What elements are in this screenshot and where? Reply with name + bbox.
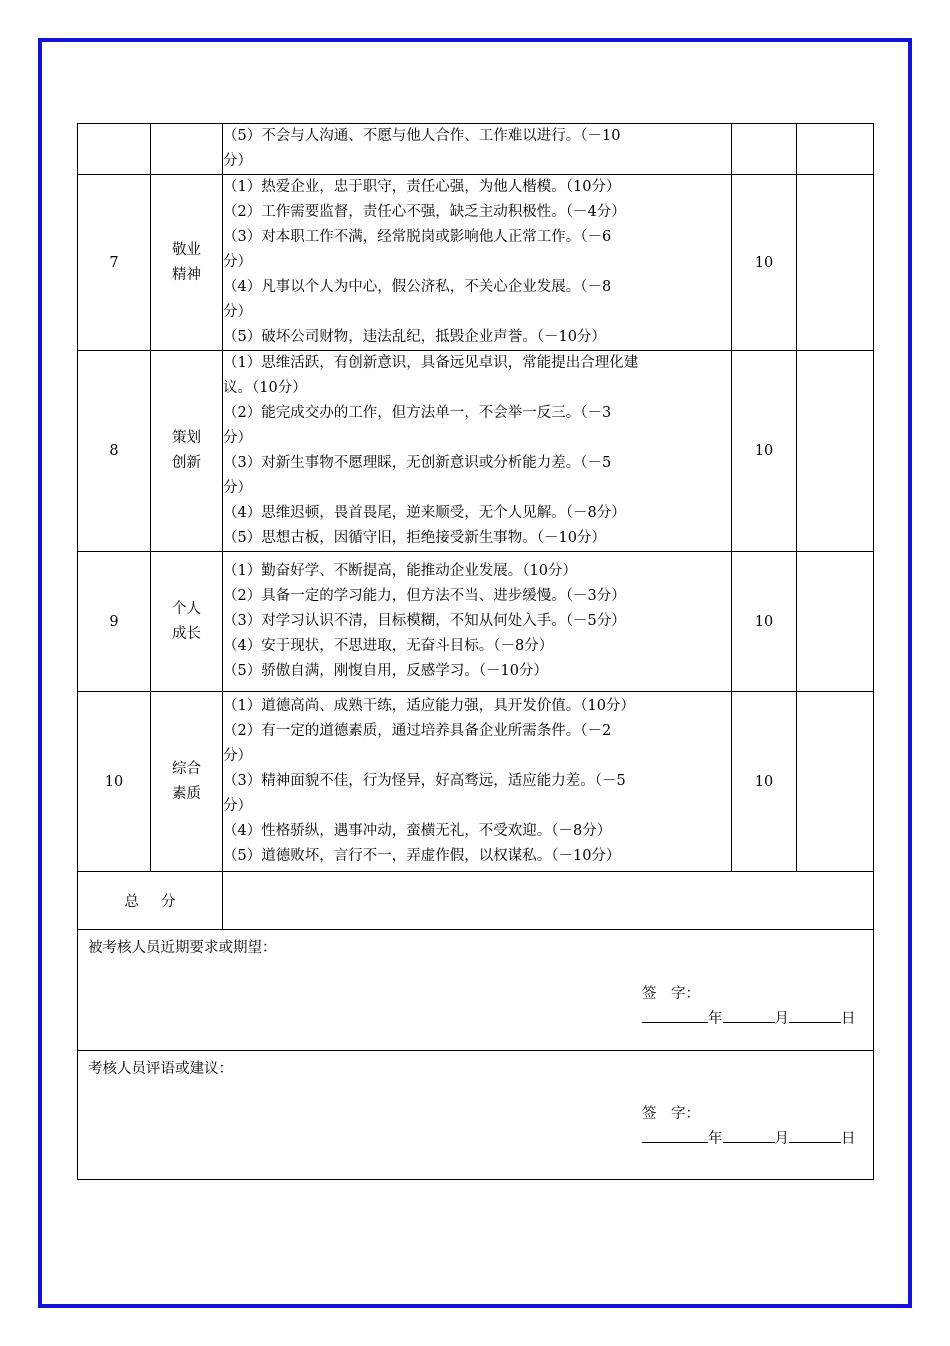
criteria-line: （4）凡事以个人为中心，假公济私，不关心企业发展。（－8 [223,279,612,295]
year-label-1: 年 [708,1011,723,1027]
day-blank-2[interactable] [789,1128,841,1143]
category-text: 个人 [172,600,201,617]
total-label-b: 分 [161,894,176,910]
criteria-line: 分） [223,480,252,496]
criteria-description [223,692,732,872]
employee-expectation-box [78,930,874,1051]
criteria-row [78,175,874,351]
item-category [151,175,223,351]
criteria-line: （2）工作需要监督，责任心不强，缺乏主动积极性。（－4分） [223,204,626,220]
criteria-line: （1）热爱企业，忠于职守，责任心强，为他人楷模。（10分） [223,179,621,195]
item-number: 10 [78,692,151,872]
criteria-line: （2）具备一定的学习能力，但方法不当、进步缓慢。（－3分） [223,588,626,604]
criteria-line: （5）思想古板，因循守旧，拒绝接受新生事物。（－10分） [223,530,606,546]
criteria-line: （2）能完成交办的工作，但方法单一，不会举一反三。（－3 [223,405,612,421]
max-score: 10 [732,552,797,692]
criteria-line: （4）性格骄纵，遇事冲动，蛮横无礼，不受欢迎。（－8分） [223,823,612,839]
total-value [223,872,874,930]
total-label [78,872,223,930]
item-category [151,552,223,692]
reviewer-comment-title: 考核人员评语或建议： [88,1061,233,1077]
comment-row-2 [78,1051,874,1180]
item-category [151,351,223,552]
day-blank-1[interactable] [789,1008,841,1023]
category-text: 精神 [172,266,201,283]
criteria-line: （3）精神面貌不佳，行为怪异，好高骛远，适应能力差。（－5 [223,773,626,789]
criteria-line: （5）道德败坏，言行不一，弄虚作假，以权谋私。（－10分） [223,848,621,864]
signature-block-1 [642,982,856,1032]
criteria-description [223,351,732,552]
criteria-line: （2）有一定的道德素质，通过培养具备企业所需条件。（－2 [223,723,612,739]
item-number: 7 [78,175,151,351]
criteria-line: 分） [223,430,252,446]
criteria-line: （3）对学习认识不清，目标模糊，不知从何处入手。（－5分） [223,613,626,629]
item-number: 9 [78,552,151,692]
rating-cell[interactable] [797,175,874,351]
criteria-line: 分） [223,748,252,764]
max-score: 10 [732,351,797,552]
day-label-1: 日 [841,1011,856,1027]
category-text: 素质 [172,785,201,802]
comment-row-1 [78,930,874,1051]
category-text: 创新 [172,455,201,471]
category-text: 综合 [172,760,201,777]
month-label-1: 月 [774,1011,789,1027]
criteria-line: 分） [223,798,252,814]
criteria-line: 分） [223,254,252,270]
item-number: 8 [78,351,151,552]
criteria-description [223,124,732,175]
criteria-line: （1）思维活跃，有创新意识，具备远见卓识，常能提出合理化建 [223,355,639,371]
criteria-line: （4）思维迟顿，畏首畏尾，逆来顺受，无个人见解。（－8分） [223,505,626,521]
evaluation-table [77,123,874,1180]
total-row [78,872,874,930]
max-score: 10 [732,692,797,872]
criteria-line: 分） [223,304,252,320]
signature-label-2: 签 字： [642,1106,700,1122]
criteria-row [78,124,874,175]
max-score: 10 [732,175,797,351]
month-blank-2[interactable] [723,1128,775,1143]
criteria-line: （5）不会与人沟通、不愿与他人合作、工作难以进行。（－10 [223,128,621,144]
criteria-line: （5）破坏公司财物，违法乱纪，抵毁企业声誉。（－10分） [223,329,606,345]
criteria-line: （3）对本职工作不满，经常脱岗或影响他人正常工作。（－6 [223,229,612,245]
criteria-line: 议。（10分） [223,380,307,396]
criteria-line: （5）骄傲自满，刚愎自用，反感学习。（－10分） [223,663,548,679]
category-text: 策划 [172,430,201,446]
criteria-line: （1）勤奋好学、不断提高，能推动企业发展。（10分） [223,563,577,579]
total-label-a: 总 [124,894,139,910]
criteria-description [223,175,732,351]
month-blank-1[interactable] [723,1008,775,1023]
criteria-row [78,552,874,692]
criteria-line: 分） [223,153,252,169]
item-number [78,124,151,175]
year-label-2: 年 [708,1131,723,1147]
month-label-2: 月 [774,1131,789,1147]
year-blank-2[interactable] [642,1128,708,1143]
day-label-2: 日 [841,1131,856,1147]
item-category [151,692,223,872]
rating-cell[interactable] [797,124,874,175]
rating-cell[interactable] [797,351,874,552]
criteria-row [78,351,874,552]
criteria-description [223,552,732,692]
reviewer-comment-box [78,1051,874,1180]
max-score [732,124,797,175]
criteria-row [78,692,874,872]
category-text: 敬业 [172,241,201,258]
employee-expectation-title: 被考核人员近期要求或期望： [88,940,277,956]
criteria-line: （4）安于现状，不思进取，无奋斗目标。（－8分） [223,638,554,654]
rating-cell[interactable] [797,552,874,692]
year-blank-1[interactable] [642,1008,708,1023]
item-category [151,124,223,175]
signature-label-1: 签 字： [642,986,700,1002]
criteria-line: （1）道德高尚、成熟干练，适应能力强，具开发价值。（10分） [223,698,635,714]
criteria-line: （3）对新生事物不愿理睬，无创新意识或分析能力差。（－5 [223,455,612,471]
evaluation-rows [78,124,874,1180]
category-text: 成长 [172,625,201,642]
rating-cell[interactable] [797,692,874,872]
signature-block-2 [642,1102,856,1152]
